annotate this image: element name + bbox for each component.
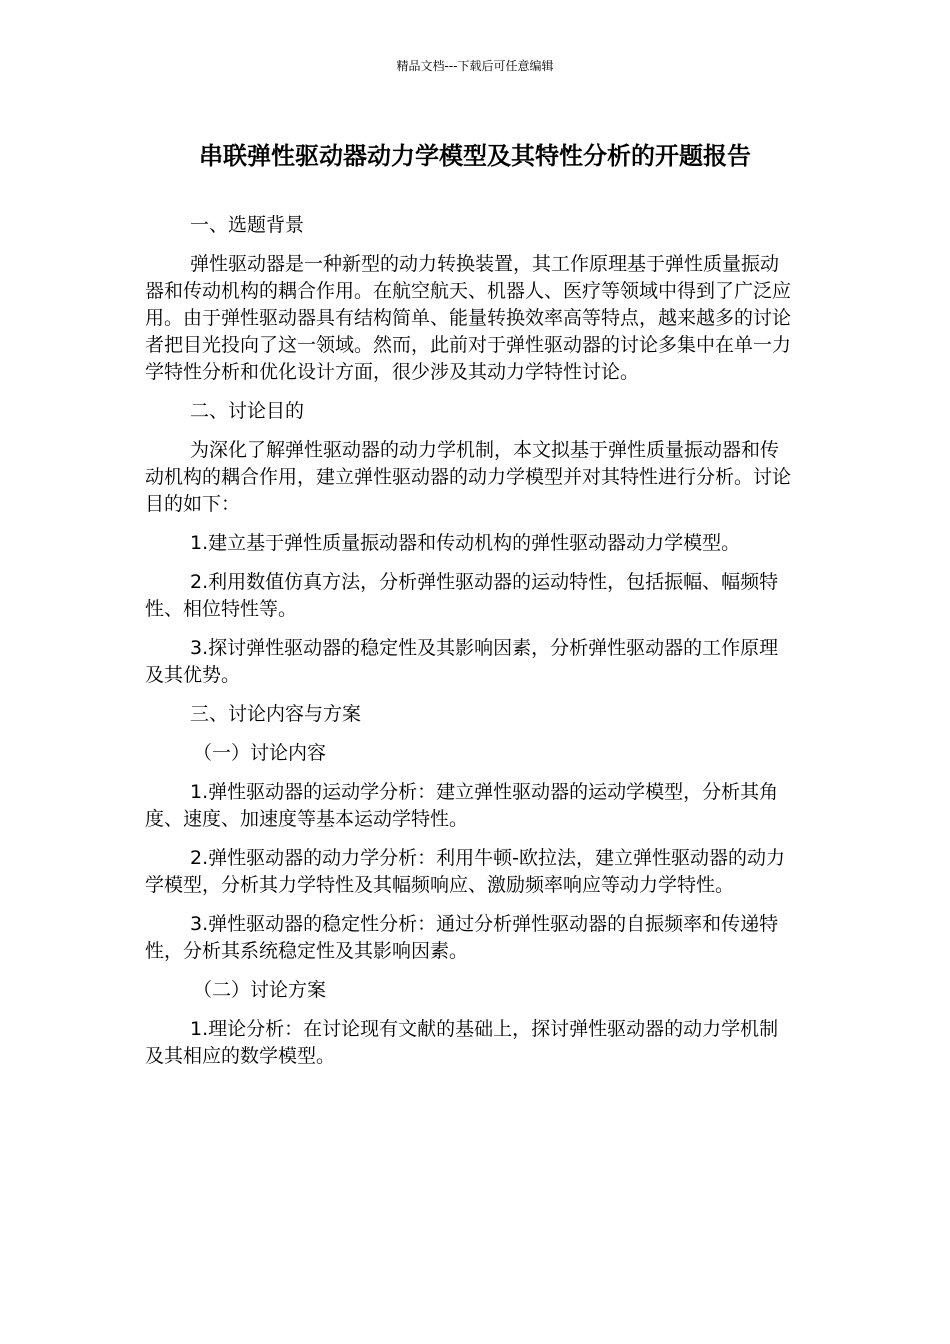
plan-item-1: 1.理论分析：在讨论现有文献的基础上，探讨弹性驱动器的动力学机制及其相应的数学模型。	[145, 1018, 779, 1067]
document-body	[145, 212, 795, 1082]
section-heading-content: 三、讨论内容与方案	[190, 703, 362, 725]
content-item-1: 1.弹性驱动器的运动学分析：建立弹性驱动器的运动学模型，分析其角度、速度、加速度等基本运动学特性。	[145, 781, 779, 830]
section-heading-purpose: 二、讨论目的	[190, 400, 305, 422]
purpose-item-3: 3.探讨弹性驱动器的稳定性及其影响因素，分析弹性驱动器的工作原理及其优势。	[145, 637, 779, 686]
section-heading-background: 一、选题背景	[190, 214, 305, 236]
subsection-heading-content: （一）讨论内容	[193, 742, 327, 764]
purpose-item-2: 2.利用数值仿真方法，分析弹性驱动器的运动特性，包括振幅、幅频特性、相位特性等。	[145, 571, 779, 620]
purpose-item-1: 1.建立基于弹性质量振动器和传动机构的弹性驱动器动力学模型。	[190, 532, 741, 554]
paragraph-background: 弹性驱动器是一种新型的动力转换装置，其工作原理基于弹性质量振动器和传动机构的耦合作用。在航空航天、机器人、医疗等领域中得到了广泛应用。由于弹性驱动器具有结构简单、能量转换效率高等特点，越来越多的讨论者把目光投向了这一领域。然而，此前对于弹性驱动器的讨论多集中在单一力学特性分析和优化设计方面，很少涉及其动力学特性讨论。	[145, 253, 792, 383]
content-item-2: 2.弹性驱动器的动力学分析：利用牛顿-欧拉法，建立弹性驱动器的动力学模型，分析其力学特性及其幅频响应、激励频率响应等动力学特性。	[145, 847, 785, 896]
page-header-note: 精品文档---下载后可任意编辑	[396, 59, 554, 73]
subsection-heading-plan: （二）讨论方案	[193, 979, 327, 1001]
content-item-3: 3.弹性驱动器的稳定性分析：通过分析弹性驱动器的自振频率和传递特性，分析其系统稳定性及其影响因素。	[145, 913, 779, 962]
paragraph-purpose: 为深化了解弹性驱动器的动力学机制，本文拟基于弹性质量振动器和传动机构的耦合作用，建立弹性驱动器的动力学模型并对其特性进行分析。讨论目的如下：	[145, 439, 792, 515]
document-title: 串联弹性驱动器动力学模型及其特性分析的开题报告	[199, 142, 751, 170]
